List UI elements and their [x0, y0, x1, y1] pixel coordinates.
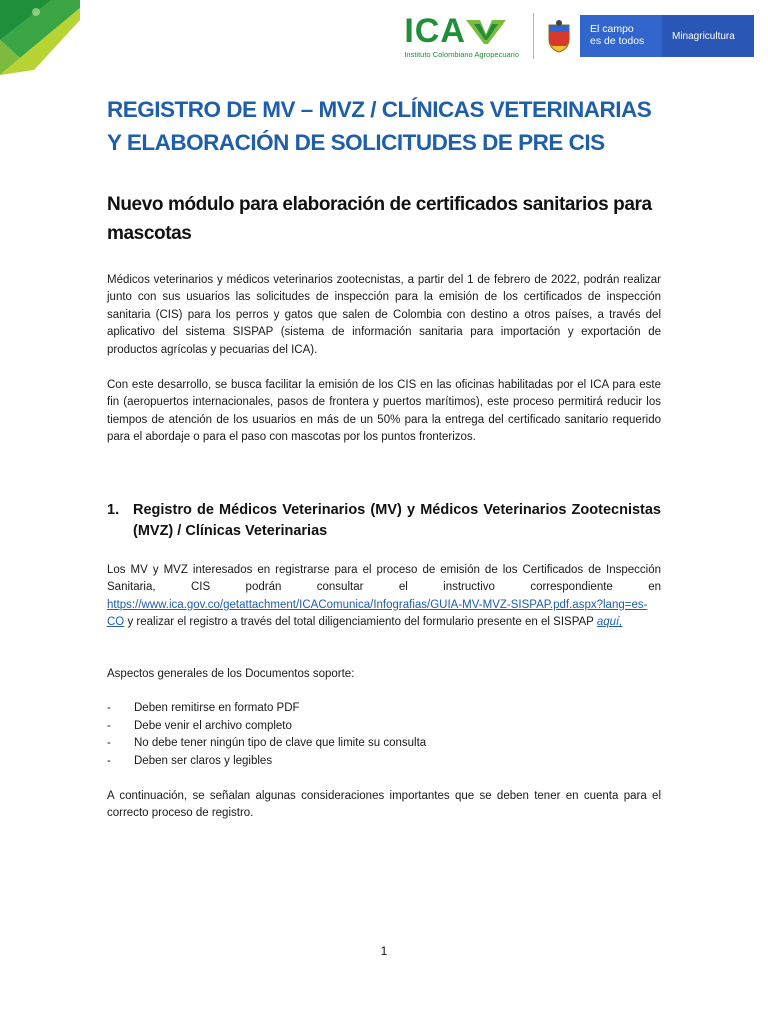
section-heading-text: Registro de Médicos Veterinarios (MV) y Médicos Veterinarios Zootecnistas (MVZ) / Clínicas Veterinarias: [133, 502, 661, 539]
ministry-label: Minagricultura: [662, 15, 754, 57]
aspects-title: Aspectos generales de los Documentos soporte:: [107, 668, 355, 680]
header-logos: [404, 10, 754, 62]
list-item: - Deben remitirse en formato PDF: [107, 702, 300, 714]
section-1-heading: [107, 500, 661, 542]
guide-link[interactable]: https://www.ica.gov.co/getattachment/ICAComunica/Infografias/GUIA-MV-MVZ-SISPAP.pdf.aspx?lang=es-CO: [107, 598, 648, 629]
list-item: - No debe tener ningún tipo de clave que limite su consulta: [107, 737, 427, 750]
document-title: REGISTRO DE MV – MVZ / CLÍNICAS VETERINARIAS Y ELABORACIÓN DE SOLICITUDES DE PRE CIS: [107, 97, 652, 155]
government-logo: [546, 14, 754, 58]
register-here-link[interactable]: aquí,: [596, 616, 623, 629]
document-subtitle: Nuevo módulo para elaboración de certificados sanitarios para mascotas: [107, 194, 652, 244]
ica-chevron-icon: [466, 16, 506, 46]
requirements-list: [107, 700, 661, 770]
ica-wordmark: ICA: [404, 11, 466, 50]
corner-decoration: [0, 0, 80, 75]
section-1-paragraph: Los MV y MVZ interesados en registrarse para el proceso de emisión de los Certificados de Inspección Sanitaria, CIS podrán consultar el instructivo correspondiente en https://www.ica.gov.co/getattachment/ICAComunica/Infografias/GUIA-MV-MVZ-SISPAP.pdf.aspx?lang=es-CO y realizar el registro a través del total diligenciamiento del formulario presente en el SISPAP aquí,: [107, 564, 661, 629]
list-item: - Deben ser claros y legibles: [107, 754, 273, 767]
list-item: - Debe venir el archivo completo: [107, 719, 292, 732]
page-number: 1: [380, 944, 388, 958]
ica-logo: [404, 11, 519, 59]
intro-paragraph: Médicos veterinarios y médicos veterinarios zootecnistas, a partir del 1 de febrero de 2022, podrán realizar junto con sus usuarios las solicitudes de inspección para la emisión de los certificados de inspección sanitaria (CIS) para los perros y gatos que salen de Colombia con destino a otros países, a través del aplicativo del sistema SISPAP (sistema de información sanitaria para importación y exportación de productos agrícolas y pecuarias del ICA).: [107, 274, 661, 356]
logo-divider: [533, 13, 534, 59]
second-paragraph: Con este desarrollo, se busca facilitar la emisión de los CIS en las oficinas habilitadas por el ICA para este fin (aeropuertos internacionales, pasos de frontera y puertos marítimos), este proceso permitirá reducir los tiempos de atención de los usuarios en más de un 50% para la entrega del certificado sanitario requerido para el abordaje o para el paso con mascotas por los puntos fronterizos.: [107, 379, 661, 444]
gov-slogan: El campo es de todos: [580, 15, 662, 57]
closing-paragraph: A continuación, se señalan algunas consideraciones importantes que se deben tener en cuenta para el correcto proceso de registro.: [107, 790, 661, 820]
section-number: 1.: [107, 502, 120, 518]
ica-full-name: Instituto Colombiano Agropecuario: [404, 49, 519, 59]
coat-of-arms-icon: [546, 19, 572, 53]
